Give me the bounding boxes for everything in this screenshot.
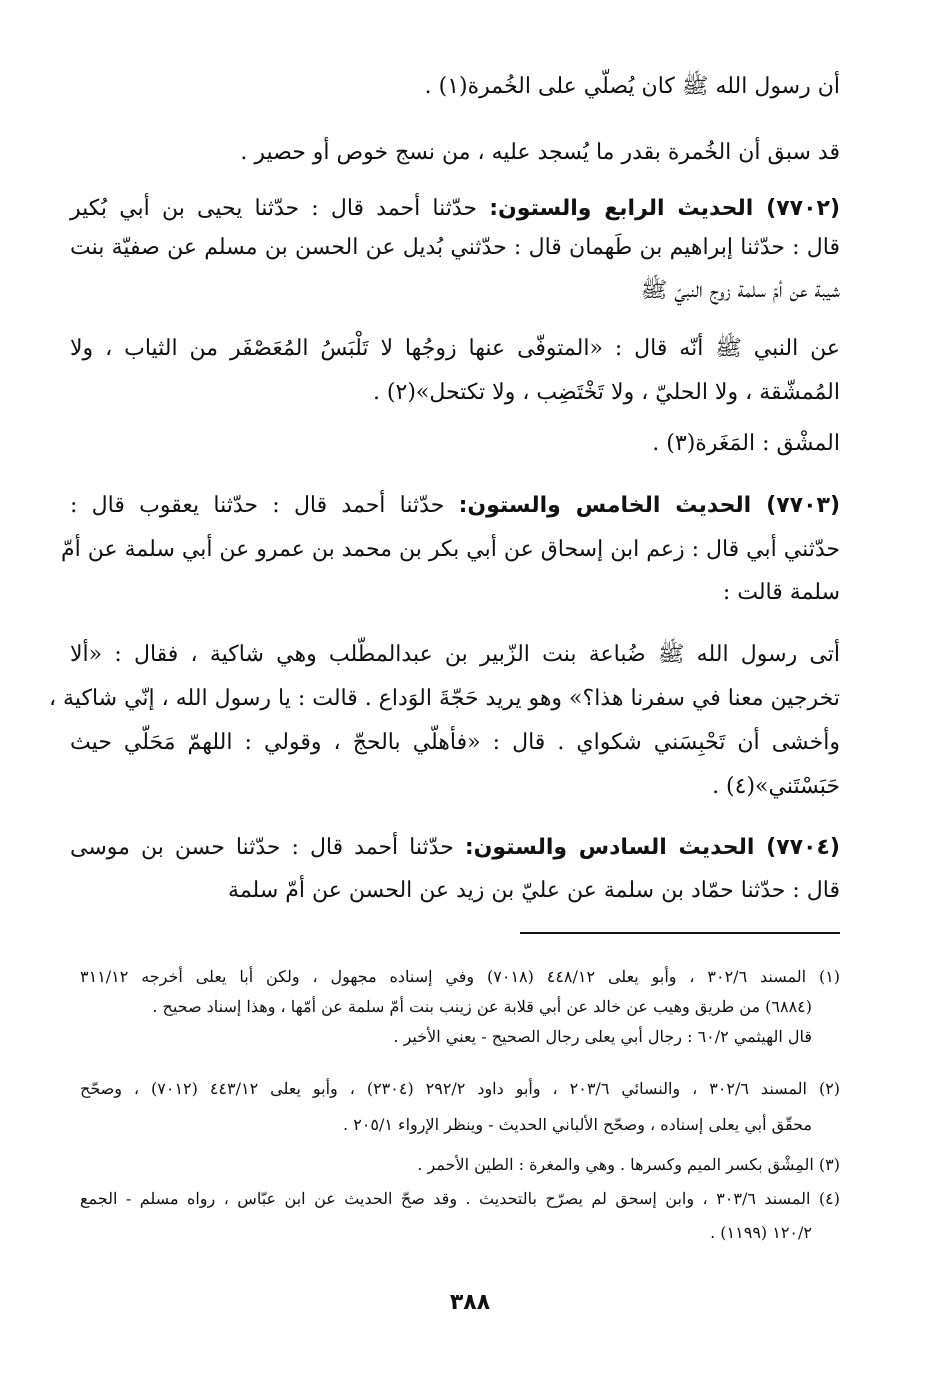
text-line: قال : حدّثنا إبراهيم بن طَهمان قال : حدّثني بُديل عن الحسن بن مسلم عن صفيّة بنت [70,235,840,260]
hadith-7704-first-line [70,833,840,863]
text-line: تخرجين معنا في سفرنا هذا؟» وهو يريد حَجّةَ الوَداع . قالت : يا رسول الله ، إنّي شاكية ، [48,686,840,711]
hadith-heading: (٧٧٠٢) الحديث الرابع والستون: [489,196,841,221]
footnote-line: محقّق أبي يعلى إسناده ، وصحّح الألباني الحديث - وينظر الإرواء ٢٠٥/١ . [343,1115,812,1134]
hadith-heading: (٧٧٠٣) الحديث الخامس والستون: [458,493,840,518]
text-line: المشْق : المَغَرة(٣) . [652,431,840,456]
footnote-line: (١) المسند ٣٠٢/٦ ، وأبو يعلى ٤٤٨/١٢ (٧٠١٨) وفي إسناده مجهول ، ولكن أبا يعلى أخرجه ٣١١/١٢ [80,967,841,986]
text-line: أن رسول الله ﷺ كان يُصلّي على الخُمرة(١) . [424,74,840,99]
text-line: حدّثنا أحمد قال : حدّثنا حسن بن موسى [70,835,454,860]
hadith-heading: (٧٧٠٤) الحديث السادس والستون: [464,835,840,860]
footnote-divider [520,932,840,934]
text-line: قال : حدّثنا حمّاد بن سلمة عن عليّ بن زيد عن الحسن عن أمّ سلمة [228,878,840,903]
footnote-line: ١٢٠/٢ (١١٩٩) . [710,1223,812,1242]
text-line: وأخشى أن تَحْبِسَني شكواي . قال : «فأهلّي بالحجّ ، وقولي : اللهمّ مَحَلّي حيث [70,730,840,755]
footnote-line: (٣) المِشْق بكسر الميم وكسرها . وهي والمغرة : الطين الأحمر . [417,1155,840,1174]
text-line: حدّثنا أحمد قال : حدّثنا يحيى بن أبي بُكير [70,196,478,221]
footnote-line: (٢) المسند ٣٠٢/٦ ، والنسائي ٢٠٣/٦ ، وأبو داود ٢٩٢/٢ (٢٣٠٤) ، وأبو يعلى ٤٤٣/١٢ (٧٠١٢) ، وصحّح [80,1079,841,1098]
text-line: المُمشّقة ، ولا الحليّ ، ولا تَخْتَضِب ، ولا تكتحل»(٢) . [372,380,840,405]
footnote-line: (٤) المسند ٣٠٣/٦ ، وابن إسحق لم يصرّح بالتحديث . وقد صحّ الحديث عن ابن عبّاس ، رواه مسلم - الجمع [80,1189,841,1208]
hadith-7702-first-line [70,194,840,224]
text-line: قد سبق أن الخُمرة بقدر ما يُسجد عليه ، من نسج خوص أو حصير . [240,140,840,165]
footnote-line: (٦٨٨٤) من طريق وهيب عن خالد عن أبي قلابة عن زينب بنت أمّ سلمة عن أمّها ، وهذا إسناد صحيح . [152,997,812,1016]
page-number: ٣٨٨ [449,1290,491,1315]
text-line: سلمة قالت : [722,580,840,605]
footnote-line: قال الهيثمي ٦٠/٢ : رجال أبي يعلى رجال الصحيح - يعني الأخير . [393,1027,812,1046]
text-line: عن النبي ﷺ أنّه قال : «المتوفّى عنها زوجُها لا تَلْبَسُ المُعَصْفَر من الثياب ، ولا [70,336,840,361]
hadith-7703-first-line [70,491,840,521]
text-line: شيبة عن أمّ سلمة زوج النبيّ ﷺ [640,278,840,303]
text-line: حَبَسْتَني»(٤) . [712,774,840,799]
text-line: أتى رسول الله ﷺ ضُباعة بنت الزّبير بن عبدالمطّلب وهي شاكية ، فقال : «ألا [70,642,840,667]
text-line: حدّثنا أحمد قال : حدّثنا يعقوب قال : [70,493,445,518]
text-line: حدّثني أبي قال : زعم ابن إسحاق عن أبي بكر بن محمد بن عمرو عن أبي سلمة عن أمّ [61,537,840,562]
